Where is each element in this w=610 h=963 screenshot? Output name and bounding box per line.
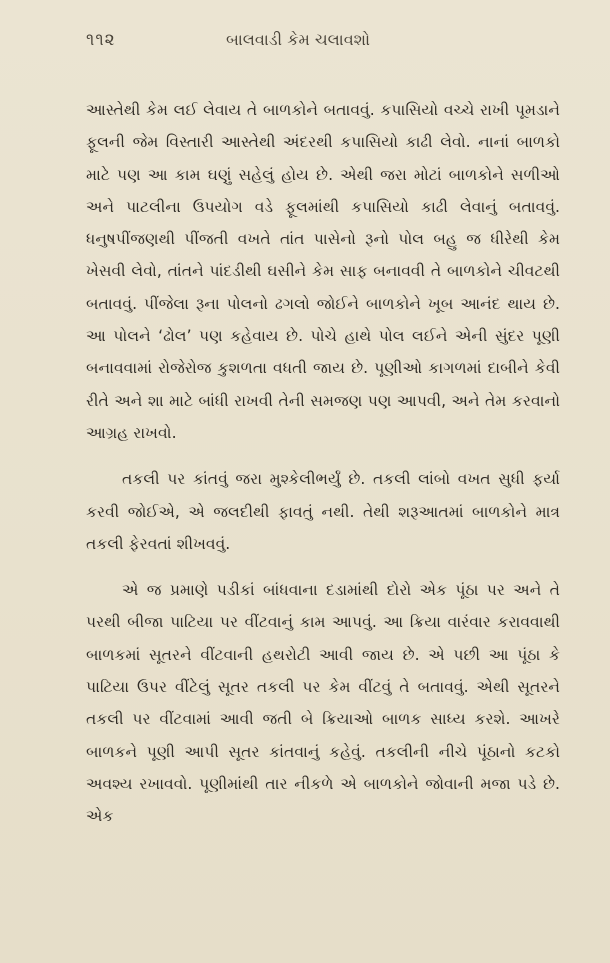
- paragraph-3: એ જ પ્રમાણે પડીકાં બાંધવાના દડામાંથી દોરો એક પૂંઠા પર અને તે પરથી બીજા પાટિયા પર વીંટવાનું કામ આપવું. આ ક્રિયા વારંવાર કરાવવાથી બાળકમાં સૂતરને વીંટવાની હથરોટી આવી જાય છે. એ પછી આ પૂંઠા કે પાટિયા ઉપર વીંટેલું સૂતર તકલી પર કેમ વીંટવું તે બતાવવું. એથી સૂતરને તકલી પર વીંટવામાં આવી જતી બે ક્રિયાઓ બાળક સાધ્ય કરશે. આખરે બાળકને પૂણી આપી સૂતર કાંતવાનું કહેવું. તકલીની નીચે પૂંઠાનો કટકો અવશ્ય રખાવવો. પૂણીમાંથી તાર નીકળે એ બાળકોને જોવાની મજા પડે છે. એક: [86, 581, 560, 826]
- paragraph-1: આસ્તેથી કેમ લઈ લેવાય તે બાળકોને બતાવવું. કપાસિયો વચ્ચે રાખી પૂમડાને ફૂલની જેમ વિસ્તારી આસ્તેથી અંદરથી કપાસિયો કાઢી લેવો. નાનાં બાળકો માટે પણ આ કામ ઘણું સહેલું હોય છે. એથી જરા મોટાં બાળકોને સળીઓ અને પાટલીના ઉપયોગ વડે ફૂલમાંથી કપાસિયો કાઢી લેવાનું બતાવવું. ધનુષપીંજણથી પીંજતી વખતે તાંત પાસેનો રૂનો પોલ બહુ જ ધીરેથી કેમ ખેસવી લેવો, તાંતને પાંદડીથી ઘસીને કેમ સાફ બનાવવી તે બાળકોને ચીવટથી બતાવવું. પીંજેલા રૂના પોલનો ઢગલો જોઈને બાળકોને ખૂબ આનંદ થાય છે. આ પોલને ‘ઢોલ’ પણ કહેવાય છે. પોચે હાથે પોલ લઈને એની સુંદર પૂણી બનાવવામાં રોજેરોજ કુશળતા વધતી જાય છે. પૂણીઓ કાગળમાં દાબીને કેવી રીતે અને શા માટે બાંધી રાખવી તેની સમજણ પણ આપવી, અને તેમ કરવાનો આગ્રહ રાખવો.: [86, 101, 560, 442]
- page-number: ૧૧૨: [86, 30, 116, 50]
- running-head: બાલવાડી કેમ ચલાવશો: [226, 30, 370, 49]
- page-header: [86, 30, 560, 70]
- body-text: [86, 94, 560, 833]
- paragraph-2: તકલી પર કાંતવું જરા મુશ્કેલીભર્યું છે. તકલી લાંબો વખત સુધી ફર્યા કરવી જોઈએ, એ જલદીથી ફાવતું નથી. તેથી શરૂઆતમાં બાળકોને માત્ર તકલી ફેરવતાં શીખવવું.: [86, 470, 560, 553]
